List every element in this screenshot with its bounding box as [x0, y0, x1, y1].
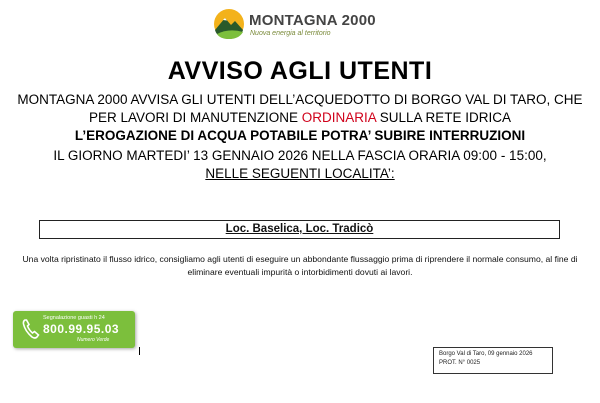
badge-caption: Segnalazione guasti h 24 [43, 315, 105, 321]
notice-line-3: L’EROGAZIONE DI ACQUA POTABILE POTRA’ SUBIRE INTERRUZIONI [74, 128, 526, 143]
notice-line-2 [0, 110, 600, 125]
notice-line-4: IL GIORNO MARTEDI’ 13 GENNAIO 2026 NELLA FASCIA ORARIA 09:00 - 15:00, [53, 148, 547, 163]
protocol-number: PROT. N° 0025 [439, 360, 481, 366]
logo-tagline: Nuova energia al territorio [250, 30, 331, 37]
mountain-logo-icon [213, 8, 245, 40]
localities-text: Loc. Baselica, Loc. Tradicò [225, 223, 374, 235]
notice-line-2-post: SULLA RETE IDRICA [376, 110, 512, 125]
company-logo [213, 8, 376, 42]
phone-number: 800.99.95.03 [43, 322, 120, 336]
notice-line-2-pre: PER LAVORI DI MANUTENZIONE [88, 110, 302, 125]
instructions-paragraph: Una volta ripristinato il flusso idrico, consigliamo agli utenti di eseguire un abbondante flussaggio prima di riprendere il normale consumo, al fine di eliminare eventuali impurità o intorbidimenti dovuti ai lavori. [22, 254, 578, 277]
notice-title: AVVISO AGLI UTENTI [167, 57, 433, 85]
logo-name: MONTAGNA 2000 [249, 12, 376, 29]
localities-heading: NELLE SEGUENTI LOCALITA’: [205, 166, 395, 181]
date-protocol-box [433, 347, 553, 374]
notice-line-5 [0, 166, 600, 181]
notice-line-1: MONTAGNA 2000 AVVISA GLI UTENTI DELL’ACQUEDOTTO DI BORGO VAL DI TARO, CHE [17, 92, 583, 107]
localities-box [39, 220, 560, 239]
text-cursor [139, 347, 140, 355]
emergency-phone-badge [13, 311, 135, 348]
document-date: Borgo Val di Taro, 09 gennaio 2026 [439, 351, 533, 357]
badge-subcaption: Numero Verde [77, 337, 110, 343]
notice-highlight: ORDINARIA [301, 110, 376, 125]
phone-icon [21, 318, 41, 340]
